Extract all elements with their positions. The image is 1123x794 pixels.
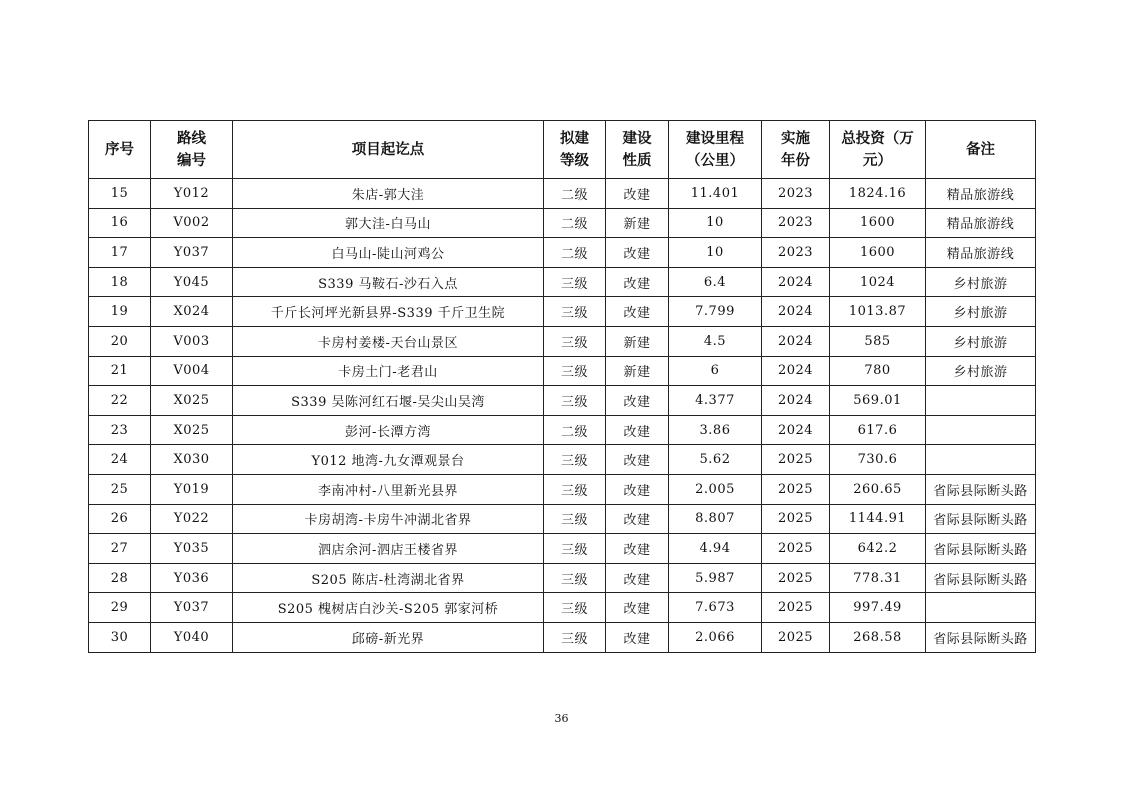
cell-remarks bbox=[926, 386, 1036, 416]
cell-grade: 三级 bbox=[544, 386, 606, 416]
cell-year: 2025 bbox=[762, 563, 830, 593]
cell-seq: 21 bbox=[89, 356, 151, 386]
header-project-endpoints bbox=[233, 121, 544, 179]
cell-route-code: Y036 bbox=[151, 563, 233, 593]
cell-grade: 三级 bbox=[544, 267, 606, 297]
table-row bbox=[89, 179, 1036, 209]
cell-construction-type: 改建 bbox=[606, 297, 669, 327]
cell-seq: 30 bbox=[89, 622, 151, 652]
cell-construction-type: 新建 bbox=[606, 326, 669, 356]
table-body bbox=[89, 179, 1036, 653]
header-construction-type-line: 性质 bbox=[622, 152, 652, 169]
cell-construction-type: 改建 bbox=[606, 474, 669, 504]
cell-project-endpoints: 泗店余河-泗店王楼省界 bbox=[233, 534, 544, 564]
cell-year: 2023 bbox=[762, 238, 830, 268]
cell-construction-type: 改建 bbox=[606, 445, 669, 475]
cell-route-code: Y012 bbox=[151, 179, 233, 209]
cell-route-code: Y019 bbox=[151, 474, 233, 504]
cell-mileage: 8.807 bbox=[669, 504, 762, 534]
cell-route-code: V002 bbox=[151, 208, 233, 238]
cell-seq: 28 bbox=[89, 563, 151, 593]
cell-seq: 25 bbox=[89, 474, 151, 504]
cell-mileage: 2.066 bbox=[669, 622, 762, 652]
cell-investment: 778.31 bbox=[830, 563, 926, 593]
cell-grade: 三级 bbox=[544, 474, 606, 504]
cell-remarks bbox=[926, 445, 1036, 475]
cell-construction-type: 改建 bbox=[606, 179, 669, 209]
cell-investment: 268.58 bbox=[830, 622, 926, 652]
table-row bbox=[89, 504, 1036, 534]
header-project-endpoints-line: 项目起讫点 bbox=[351, 141, 425, 158]
cell-project-endpoints: 卡房土门-老君山 bbox=[233, 356, 544, 386]
cell-year: 2025 bbox=[762, 474, 830, 504]
cell-seq: 17 bbox=[89, 238, 151, 268]
cell-construction-type: 新建 bbox=[606, 208, 669, 238]
cell-mileage: 3.86 bbox=[669, 415, 762, 445]
cell-seq: 27 bbox=[89, 534, 151, 564]
cell-route-code: X030 bbox=[151, 445, 233, 475]
header-mileage-line: （公里） bbox=[686, 152, 744, 169]
header-investment-line: 总投资（万 bbox=[841, 130, 914, 147]
cell-project-endpoints: 朱店-郭大洼 bbox=[233, 179, 544, 209]
header-year bbox=[762, 121, 830, 179]
cell-route-code: Y037 bbox=[151, 593, 233, 623]
cell-year: 2023 bbox=[762, 208, 830, 238]
header-grade-line: 等级 bbox=[560, 152, 589, 169]
header-remarks bbox=[926, 121, 1036, 179]
cell-grade: 二级 bbox=[544, 179, 606, 209]
header-remarks-line: 备注 bbox=[966, 141, 995, 158]
cell-mileage: 7.673 bbox=[669, 593, 762, 623]
cell-remarks: 乡村旅游 bbox=[926, 267, 1036, 297]
cell-seq: 23 bbox=[89, 415, 151, 445]
table-row bbox=[89, 326, 1036, 356]
cell-mileage: 10 bbox=[669, 238, 762, 268]
cell-construction-type: 改建 bbox=[606, 504, 669, 534]
cell-seq: 15 bbox=[89, 179, 151, 209]
header-route-code-line: 编号 bbox=[177, 152, 206, 169]
cell-mileage: 7.799 bbox=[669, 297, 762, 327]
page-number: 36 bbox=[554, 712, 569, 725]
cell-route-code: V004 bbox=[151, 356, 233, 386]
cell-remarks: 乡村旅游 bbox=[926, 356, 1036, 386]
cell-route-code: Y037 bbox=[151, 238, 233, 268]
cell-mileage: 6.4 bbox=[669, 267, 762, 297]
header-seq bbox=[89, 121, 151, 179]
table-row bbox=[89, 563, 1036, 593]
cell-construction-type: 改建 bbox=[606, 267, 669, 297]
cell-project-endpoints: 卡房村姜楼-天台山景区 bbox=[233, 326, 544, 356]
table-row bbox=[89, 445, 1036, 475]
cell-remarks bbox=[926, 415, 1036, 445]
cell-mileage: 4.5 bbox=[669, 326, 762, 356]
cell-investment: 569.01 bbox=[830, 386, 926, 416]
cell-mileage: 10 bbox=[669, 208, 762, 238]
cell-grade: 三级 bbox=[544, 445, 606, 475]
cell-investment: 1600 bbox=[830, 208, 926, 238]
cell-investment: 997.49 bbox=[830, 593, 926, 623]
cell-grade: 三级 bbox=[544, 534, 606, 564]
cell-project-endpoints: 李南冲村-八里新光县界 bbox=[233, 474, 544, 504]
cell-investment: 585 bbox=[830, 326, 926, 356]
cell-year: 2024 bbox=[762, 326, 830, 356]
cell-grade: 三级 bbox=[544, 356, 606, 386]
header-grade-line: 拟建 bbox=[560, 130, 589, 147]
cell-mileage: 5.62 bbox=[669, 445, 762, 475]
cell-remarks: 省际县际断头路 bbox=[926, 563, 1036, 593]
header-construction-type-line: 建设 bbox=[622, 130, 652, 147]
cell-investment: 617.6 bbox=[830, 415, 926, 445]
header-year-line: 实施 bbox=[781, 130, 810, 147]
cell-investment: 1013.87 bbox=[830, 297, 926, 327]
cell-year: 2025 bbox=[762, 622, 830, 652]
cell-grade: 二级 bbox=[544, 238, 606, 268]
table-row bbox=[89, 208, 1036, 238]
cell-investment: 780 bbox=[830, 356, 926, 386]
cell-remarks: 省际县际断头路 bbox=[926, 474, 1036, 504]
header-route-code-line: 路线 bbox=[177, 130, 206, 147]
cell-project-endpoints: S339 吴陈河红石堰-吴尖山吴湾 bbox=[233, 386, 544, 416]
cell-project-endpoints: 邱磅-新光界 bbox=[233, 622, 544, 652]
table-row bbox=[89, 474, 1036, 504]
cell-mileage: 2.005 bbox=[669, 474, 762, 504]
table-header bbox=[89, 121, 1036, 179]
cell-grade: 三级 bbox=[544, 622, 606, 652]
cell-remarks bbox=[926, 593, 1036, 623]
cell-project-endpoints: 彭河-长潭方湾 bbox=[233, 415, 544, 445]
table-row bbox=[89, 386, 1036, 416]
header-mileage bbox=[669, 121, 762, 179]
cell-grade: 三级 bbox=[544, 297, 606, 327]
cell-project-endpoints: S205 槐树店白沙关-S205 郭家河桥 bbox=[233, 593, 544, 623]
table-row bbox=[89, 297, 1036, 327]
cell-project-endpoints: 卡房胡湾-卡房牛冲湖北省界 bbox=[233, 504, 544, 534]
cell-mileage: 5.987 bbox=[669, 563, 762, 593]
cell-construction-type: 改建 bbox=[606, 563, 669, 593]
cell-route-code: X025 bbox=[151, 386, 233, 416]
cell-remarks: 精品旅游线 bbox=[926, 179, 1036, 209]
cell-remarks: 乡村旅游 bbox=[926, 326, 1036, 356]
cell-seq: 18 bbox=[89, 267, 151, 297]
cell-mileage: 6 bbox=[669, 356, 762, 386]
cell-construction-type: 改建 bbox=[606, 534, 669, 564]
cell-grade: 三级 bbox=[544, 593, 606, 623]
header-grade bbox=[544, 121, 606, 179]
cell-grade: 三级 bbox=[544, 326, 606, 356]
cell-year: 2024 bbox=[762, 297, 830, 327]
cell-project-endpoints: S205 陈店-杜湾湖北省界 bbox=[233, 563, 544, 593]
cell-route-code: Y040 bbox=[151, 622, 233, 652]
table-row bbox=[89, 238, 1036, 268]
table-row bbox=[89, 356, 1036, 386]
cell-project-endpoints: 郭大洼-白马山 bbox=[233, 208, 544, 238]
cell-mileage: 11.401 bbox=[669, 179, 762, 209]
table-row bbox=[89, 622, 1036, 652]
cell-year: 2024 bbox=[762, 415, 830, 445]
cell-remarks: 省际县际断头路 bbox=[926, 504, 1036, 534]
header-investment-line: 元） bbox=[863, 152, 892, 169]
cell-grade: 三级 bbox=[544, 563, 606, 593]
cell-investment: 1144.91 bbox=[830, 504, 926, 534]
cell-investment: 260.65 bbox=[830, 474, 926, 504]
cell-year: 2024 bbox=[762, 386, 830, 416]
table-row bbox=[89, 415, 1036, 445]
cell-seq: 26 bbox=[89, 504, 151, 534]
cell-grade: 二级 bbox=[544, 415, 606, 445]
cell-investment: 1600 bbox=[830, 238, 926, 268]
cell-seq: 29 bbox=[89, 593, 151, 623]
cell-year: 2025 bbox=[762, 593, 830, 623]
cell-grade: 三级 bbox=[544, 504, 606, 534]
cell-grade: 二级 bbox=[544, 208, 606, 238]
cell-year: 2025 bbox=[762, 504, 830, 534]
cell-seq: 22 bbox=[89, 386, 151, 416]
cell-remarks: 省际县际断头路 bbox=[926, 622, 1036, 652]
header-seq-line: 序号 bbox=[105, 141, 134, 158]
cell-construction-type: 改建 bbox=[606, 415, 669, 445]
cell-project-endpoints: S339 马鞍石-沙石入点 bbox=[233, 267, 544, 297]
cell-mileage: 4.377 bbox=[669, 386, 762, 416]
cell-remarks: 乡村旅游 bbox=[926, 297, 1036, 327]
cell-route-code: X025 bbox=[151, 415, 233, 445]
cell-investment: 730.6 bbox=[830, 445, 926, 475]
cell-investment: 1824.16 bbox=[830, 179, 926, 209]
road-project-table bbox=[88, 120, 1036, 653]
cell-route-code: Y045 bbox=[151, 267, 233, 297]
table-row bbox=[89, 593, 1036, 623]
cell-project-endpoints: Y012 地湾-九女潭观景台 bbox=[233, 445, 544, 475]
cell-seq: 20 bbox=[89, 326, 151, 356]
cell-remarks: 精品旅游线 bbox=[926, 208, 1036, 238]
cell-route-code: Y022 bbox=[151, 504, 233, 534]
cell-project-endpoints: 白马山-陡山河鸡公 bbox=[233, 238, 544, 268]
cell-remarks: 省际县际断头路 bbox=[926, 534, 1036, 564]
cell-investment: 1024 bbox=[830, 267, 926, 297]
cell-year: 2023 bbox=[762, 179, 830, 209]
header-investment bbox=[830, 121, 926, 179]
cell-seq: 19 bbox=[89, 297, 151, 327]
cell-remarks: 精品旅游线 bbox=[926, 238, 1036, 268]
cell-year: 2025 bbox=[762, 534, 830, 564]
cell-year: 2024 bbox=[762, 356, 830, 386]
cell-construction-type: 改建 bbox=[606, 386, 669, 416]
cell-mileage: 4.94 bbox=[669, 534, 762, 564]
cell-year: 2025 bbox=[762, 445, 830, 475]
table-row bbox=[89, 534, 1036, 564]
cell-year: 2024 bbox=[762, 267, 830, 297]
cell-construction-type: 改建 bbox=[606, 622, 669, 652]
cell-construction-type: 新建 bbox=[606, 356, 669, 386]
cell-route-code: V003 bbox=[151, 326, 233, 356]
cell-route-code: Y035 bbox=[151, 534, 233, 564]
cell-investment: 642.2 bbox=[830, 534, 926, 564]
cell-construction-type: 改建 bbox=[606, 593, 669, 623]
cell-route-code: X024 bbox=[151, 297, 233, 327]
cell-construction-type: 改建 bbox=[606, 238, 669, 268]
header-row bbox=[89, 121, 1036, 179]
table-row bbox=[89, 267, 1036, 297]
header-mileage-line: 建设里程 bbox=[686, 130, 744, 147]
header-year-line: 年份 bbox=[781, 152, 810, 169]
cell-seq: 16 bbox=[89, 208, 151, 238]
header-route-code bbox=[151, 121, 233, 179]
cell-project-endpoints: 千斤长河坪光新县界-S339 千斤卫生院 bbox=[233, 297, 544, 327]
cell-seq: 24 bbox=[89, 445, 151, 475]
header-construction-type bbox=[606, 121, 669, 179]
